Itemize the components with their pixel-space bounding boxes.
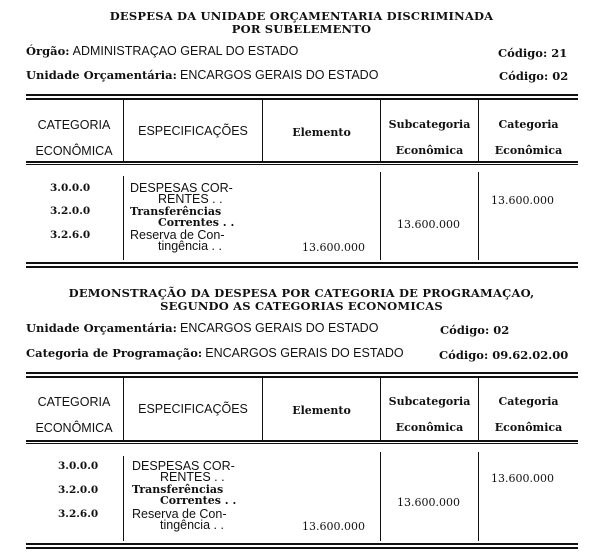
t2-categoria-value: 13.600.000 — [491, 472, 554, 485]
unidade-value: ENCARGOS GERAIS DO ESTADO — [180, 68, 379, 82]
section2-categoria — [26, 346, 404, 361]
t1-code-1: 3.0.0.0 — [50, 182, 91, 194]
t1-h-categoria-line2: ECONÔMICA — [35, 144, 113, 158]
t2-h-cat-line2: Econômica — [494, 421, 563, 434]
t1-spec-1a: DESPESAS COR- — [130, 181, 233, 195]
t1-subcategoria-value: 13.600.000 — [397, 218, 460, 231]
table1-top-rule — [26, 94, 578, 96]
unidade-code: Código: 02 — [499, 69, 569, 83]
t1-h-cat-line1: Categoria — [498, 118, 559, 131]
t1-header-categoria — [26, 112, 122, 164]
t1-spec-1b: RENTES . . — [158, 192, 223, 206]
t1-spec-3a: Reserva de Con- — [130, 228, 225, 242]
t1-header-subcategoria — [381, 112, 478, 164]
t1-header-cat-economica — [479, 112, 578, 164]
s2-unidade-code: Código: 02 — [440, 323, 510, 337]
t2-code-2: 3.2.0.0 — [58, 484, 99, 496]
table1-top-rule-2 — [26, 98, 578, 100]
t1-spec-2a: Transferências — [130, 205, 222, 218]
orgao-label: Órgão: — [26, 44, 70, 58]
t2-spec-2a: Transferências — [132, 483, 224, 496]
section1-title-line2: POR SUBELEMENTO — [231, 22, 372, 36]
s2-categoria-value: ENCARGOS GERAIS DO ESTADO — [205, 346, 404, 360]
t1-vline-4b — [478, 172, 479, 260]
s2-unidade-value: ENCARGOS GERAIS DO ESTADO — [180, 321, 379, 335]
table2-top-rule-2 — [26, 376, 578, 378]
t2-spec-3a: Reserva de Con- — [132, 507, 227, 521]
s2-unidade-label: Unidade Orçamentária: — [26, 321, 177, 335]
table2-bottom-rule-2 — [26, 547, 578, 549]
table1-bottom-rule-2 — [26, 266, 578, 268]
t2-elemento-value: 13.600.000 — [302, 520, 365, 533]
t1-vline-1b — [123, 176, 124, 260]
table2-bottom-rule — [26, 543, 578, 545]
t2-header-especificacoes: ESPECIFICAÇÕES — [138, 402, 248, 416]
t2-spec-1a: DESPESAS COR- — [132, 459, 235, 473]
t2-h-sub-line2: Econômica — [395, 421, 464, 434]
table2-top-rule — [26, 372, 578, 374]
t1-elemento-value: 13.600.000 — [302, 241, 365, 254]
t2-header-elemento: Elemento — [292, 404, 351, 417]
t1-header-elemento: Elemento — [292, 126, 351, 139]
t2-subcategoria-value: 13.600.000 — [397, 496, 460, 509]
t2-vline-1b — [123, 456, 124, 541]
t1-categoria-value: 13.600.000 — [491, 194, 554, 207]
t2-vline-4b — [478, 452, 479, 541]
t2-spec-1b: RENTES . . — [160, 470, 225, 484]
orgao-value: ADMINISTRAÇAO GERAL DO ESTADO — [72, 44, 299, 58]
t2-h-categoria-line2: ECONÔMICA — [35, 421, 113, 435]
section2-title-line1: DEMONSTRAÇÃO DA DESPESA POR CATEGORIA DE PROGRAMAÇAO, — [68, 286, 535, 300]
t2-h-sub-line1: Subcategoria — [388, 395, 471, 408]
t2-header-cat-economica — [479, 389, 578, 441]
section1-unidade — [26, 68, 378, 83]
t1-code-2: 3.2.0.0 — [50, 205, 91, 217]
s2-categoria-code: Código: 09.62.02.00 — [439, 348, 569, 362]
orgao-code: Código: 21 — [498, 46, 568, 60]
t2-vline-3b — [380, 452, 381, 541]
t2-header-categoria — [26, 389, 122, 441]
t2-header-subcategoria — [381, 389, 478, 441]
t1-spec-3b: tingência . . — [158, 239, 222, 253]
t2-spec-2b: Correntes . . — [160, 494, 237, 507]
t1-h-sub-line1: Subcategoria — [388, 118, 471, 131]
unidade-label: Unidade Orçamentária: — [26, 68, 177, 82]
t2-spec-3b: tingência . . — [160, 518, 224, 532]
section1-title-line1: DESPESA DA UNIDADE ORÇAMENTARIA DISCRIMINADA — [109, 9, 494, 23]
t1-h-cat-line2: Econômica — [494, 144, 563, 157]
table2-header-rule-2 — [26, 443, 578, 444]
t1-spec-2b: Correntes . . — [158, 216, 235, 229]
section1-orgao — [26, 44, 298, 59]
t2-code-3: 3.2.6.0 — [58, 508, 99, 520]
t2-h-cat-line1: Categoria — [498, 395, 559, 408]
t1-code-3: 3.2.6.0 — [50, 229, 91, 241]
section2-unidade — [26, 321, 378, 336]
t1-header-especificacoes: ESPECIFICAÇÕES — [138, 124, 248, 138]
s2-categoria-label: Categoria de Programação: — [26, 346, 203, 360]
t1-h-categoria-line1: CATEGORIA — [37, 118, 111, 132]
table1-header-rule-2 — [26, 164, 578, 165]
section2-title-line2: SEGUNDO AS CATEGORIAS ECONOMICAS — [160, 299, 443, 313]
t2-h-categoria-line1: CATEGORIA — [37, 395, 111, 409]
t2-code-1: 3.0.0.0 — [58, 460, 99, 472]
t1-vline-3b — [380, 172, 381, 260]
t1-h-sub-line2: Econômica — [395, 144, 464, 157]
table1-bottom-rule — [26, 262, 578, 264]
